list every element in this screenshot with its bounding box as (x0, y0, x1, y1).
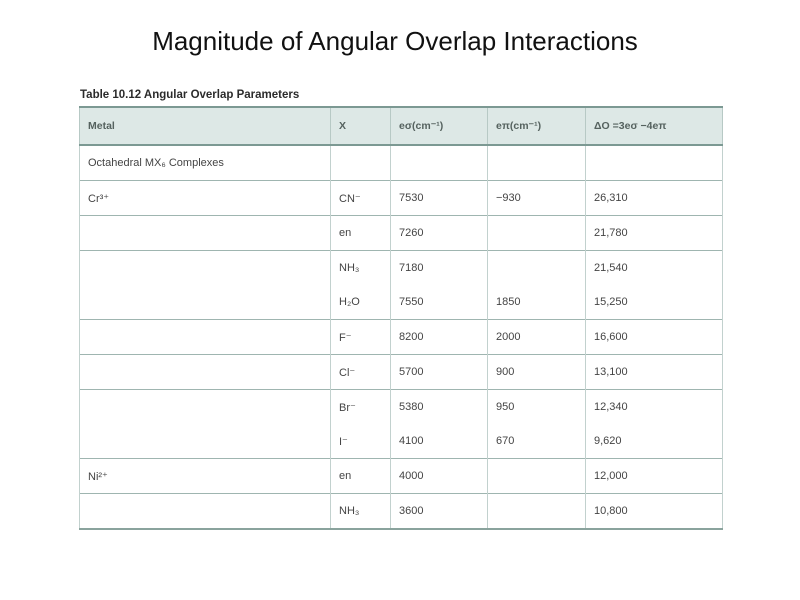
cell-metal (80, 251, 331, 286)
section-row (80, 145, 723, 181)
header-metal: Metal (80, 107, 331, 145)
cell-metal (80, 285, 331, 320)
cell-e-pi (488, 251, 586, 286)
table-row (80, 181, 723, 216)
slide-title: Magnitude of Angular Overlap Interactions (152, 26, 638, 56)
cell-x: en (331, 459, 391, 494)
cell-x: NH₃ (331, 494, 391, 530)
cell-x: en (331, 216, 391, 251)
table-row (80, 285, 723, 320)
cell-e-sigma: 5380 (391, 390, 488, 425)
cell-delta: 12,000 (586, 459, 723, 494)
table-row (80, 216, 723, 251)
cell-x: I⁻ (331, 424, 391, 459)
cell-metal (80, 355, 331, 390)
table-row (80, 494, 723, 530)
table-row (80, 459, 723, 494)
cell-x: Br⁻ (331, 390, 391, 425)
cell-delta: 21,540 (586, 251, 723, 286)
cell-e-sigma: 4000 (391, 459, 488, 494)
cell-e-sigma: 5700 (391, 355, 488, 390)
cell-e-sigma: 7550 (391, 285, 488, 320)
table-row (80, 390, 723, 425)
cell-e-pi: −930 (488, 181, 586, 216)
cell-e-sigma: 7530 (391, 181, 488, 216)
header-e-pi: eπ(cm⁻¹) (488, 107, 586, 145)
cell-metal (80, 390, 331, 425)
cell-e-pi: 900 (488, 355, 586, 390)
cell-delta: 15,250 (586, 285, 723, 320)
cell-metal: Ni²⁺ (80, 459, 331, 494)
header-e-sigma: eσ(cm⁻¹) (391, 107, 488, 145)
cell-x: NH₃ (331, 251, 391, 286)
table-caption: Table 10.12 Angular Overlap Parameters (80, 89, 300, 101)
header-x: X (331, 107, 391, 145)
cell-metal (80, 216, 331, 251)
cell-metal (80, 424, 331, 459)
cell-delta: 16,600 (586, 320, 723, 355)
table-row (80, 355, 723, 390)
cell-e-sigma: 7260 (391, 216, 488, 251)
angular-overlap-table (79, 106, 723, 530)
cell-delta: 10,800 (586, 494, 723, 530)
cell-delta: 26,310 (586, 181, 723, 216)
header-delta: ΔO =3eσ −4eπ (586, 107, 723, 145)
cell-e-pi: 670 (488, 424, 586, 459)
cell-x: CN⁻ (331, 181, 391, 216)
cell-metal (80, 320, 331, 355)
cell-e-sigma: 7180 (391, 251, 488, 286)
cell-metal: Cr³⁺ (80, 181, 331, 216)
cell-delta: 9,620 (586, 424, 723, 459)
cell-e-pi (488, 459, 586, 494)
cell-e-sigma: 3600 (391, 494, 488, 530)
cell-e-pi (488, 216, 586, 251)
cell-e-pi: 2000 (488, 320, 586, 355)
cell-x: F⁻ (331, 320, 391, 355)
section-label: Octahedral MX₆ Complexes (80, 145, 331, 181)
cell-e-sigma: 4100 (391, 424, 488, 459)
cell-delta: 21,780 (586, 216, 723, 251)
cell-e-pi: 950 (488, 390, 586, 425)
cell-e-sigma: 8200 (391, 320, 488, 355)
table-row (80, 424, 723, 459)
cell-x: H₂O (331, 285, 391, 320)
header-row (80, 107, 723, 145)
table-row (80, 320, 723, 355)
cell-e-pi (488, 494, 586, 530)
cell-x: Cl⁻ (331, 355, 391, 390)
cell-e-pi: 1850 (488, 285, 586, 320)
cell-metal (80, 494, 331, 530)
cell-delta: 13,100 (586, 355, 723, 390)
cell-delta: 12,340 (586, 390, 723, 425)
table-row (80, 251, 723, 286)
